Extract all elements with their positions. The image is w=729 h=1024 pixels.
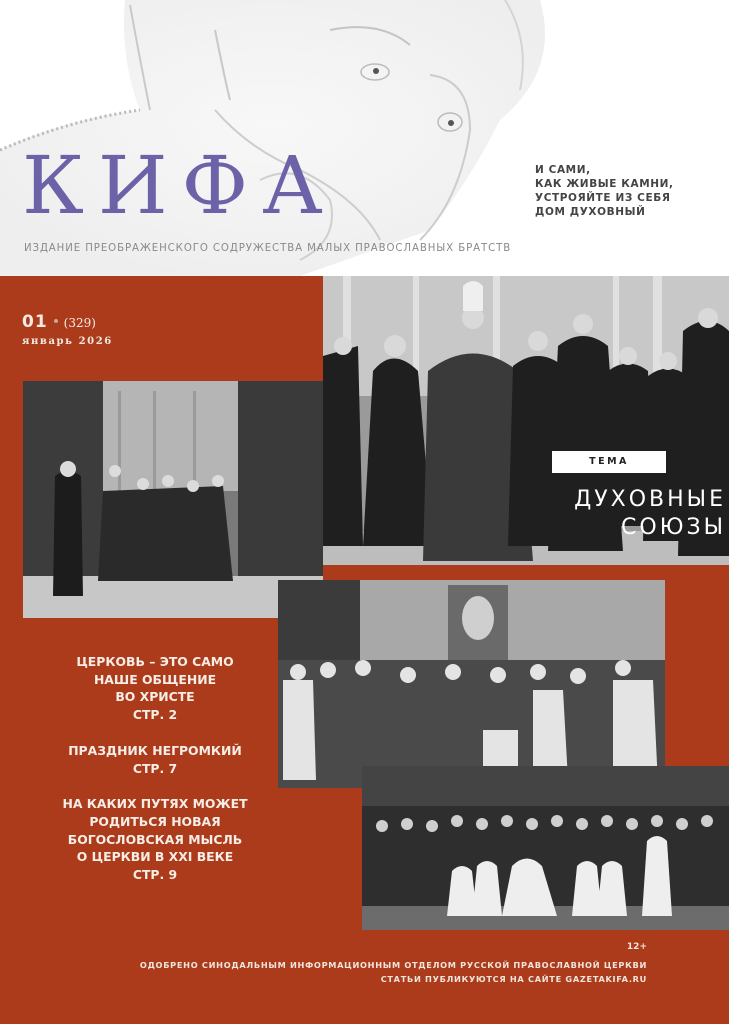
article-page: СТР. 7 bbox=[132, 760, 178, 776]
approval-note: ОДОБРЕНО СИНОДАЛЬНЫМ ИНФОРМАЦИОННЫМ ОТДЕЛОМ РУССКОЙ ПРАВОСЛАВНОЙ ЦЕРКВИ bbox=[139, 960, 647, 970]
cover-header bbox=[0, 0, 729, 276]
large-group-photo bbox=[362, 766, 729, 930]
article-title-line: О ЦЕРКВИ В XXI ВЕКЕ bbox=[76, 849, 234, 865]
article-teaser[interactable] bbox=[30, 795, 280, 884]
table-of-contents bbox=[30, 653, 280, 902]
article-page: СТР. 2 bbox=[132, 707, 178, 723]
article-title-line: НАШЕ ОБЩЕНИЕ bbox=[93, 671, 217, 687]
article-title-line: ВО ХРИСТЕ bbox=[115, 689, 195, 705]
dot-separator-icon bbox=[54, 319, 58, 323]
article-title-line: РОДИТЬСЯ НОВАЯ bbox=[89, 813, 221, 829]
article-page: СТР. 9 bbox=[132, 867, 178, 883]
article-title-line: ПРАЗДНИК НЕГРОМКИЙ bbox=[68, 742, 242, 758]
masthead-title: КИФА bbox=[22, 139, 337, 232]
publisher-subtitle: ИЗДАНИЕ ПРЕОБРАЖЕНСКОГО СОДРУЖЕСТВА МАЛЫХ ПРАВОСЛАВНЫХ БРАТСТВ bbox=[24, 243, 512, 254]
theme-title bbox=[516, 486, 726, 542]
article-teaser[interactable] bbox=[30, 742, 280, 777]
issue-total-number: (329) bbox=[63, 316, 96, 330]
article-teaser[interactable] bbox=[30, 653, 280, 724]
tagline-line: УСТРОЯЙТЕ ИЗ СЕБЯ bbox=[535, 192, 671, 204]
article-title-line: ЦЕРКОВЬ – ЭТО САМО bbox=[76, 654, 234, 669]
article-title-line: БОГОСЛОВСКАЯ МЫСЛЬ bbox=[67, 831, 243, 847]
age-rating: 12+ bbox=[626, 942, 647, 952]
theme-label: ТЕМА bbox=[552, 451, 666, 473]
tagline-line: ДОМ ДУХОВНЫЙ bbox=[535, 206, 646, 218]
issue-number: 01 bbox=[22, 312, 48, 332]
footer-notes bbox=[140, 958, 647, 986]
theme-title-line: СОЮЗЫ bbox=[621, 515, 726, 540]
sisters-group-photo bbox=[278, 580, 665, 788]
website-note: СТАТЬИ ПУБЛИКУЮТСЯ НА САЙТЕ GAZETAKIFA.RU bbox=[380, 974, 647, 984]
theme-title-line: ДУХОВНЫЕ bbox=[574, 487, 726, 512]
icon-sketch-illustration bbox=[0, 0, 729, 276]
tagline-line: КАК ЖИВЫЕ КАМНИ, bbox=[535, 178, 674, 190]
issue-date: январь 2026 bbox=[22, 336, 113, 347]
issue-info bbox=[22, 312, 113, 347]
tagline-quote bbox=[535, 163, 725, 219]
article-title-line: НА КАКИХ ПУТЯХ МОЖЕТ bbox=[62, 796, 248, 812]
tagline-line: И САМИ, bbox=[535, 164, 591, 176]
